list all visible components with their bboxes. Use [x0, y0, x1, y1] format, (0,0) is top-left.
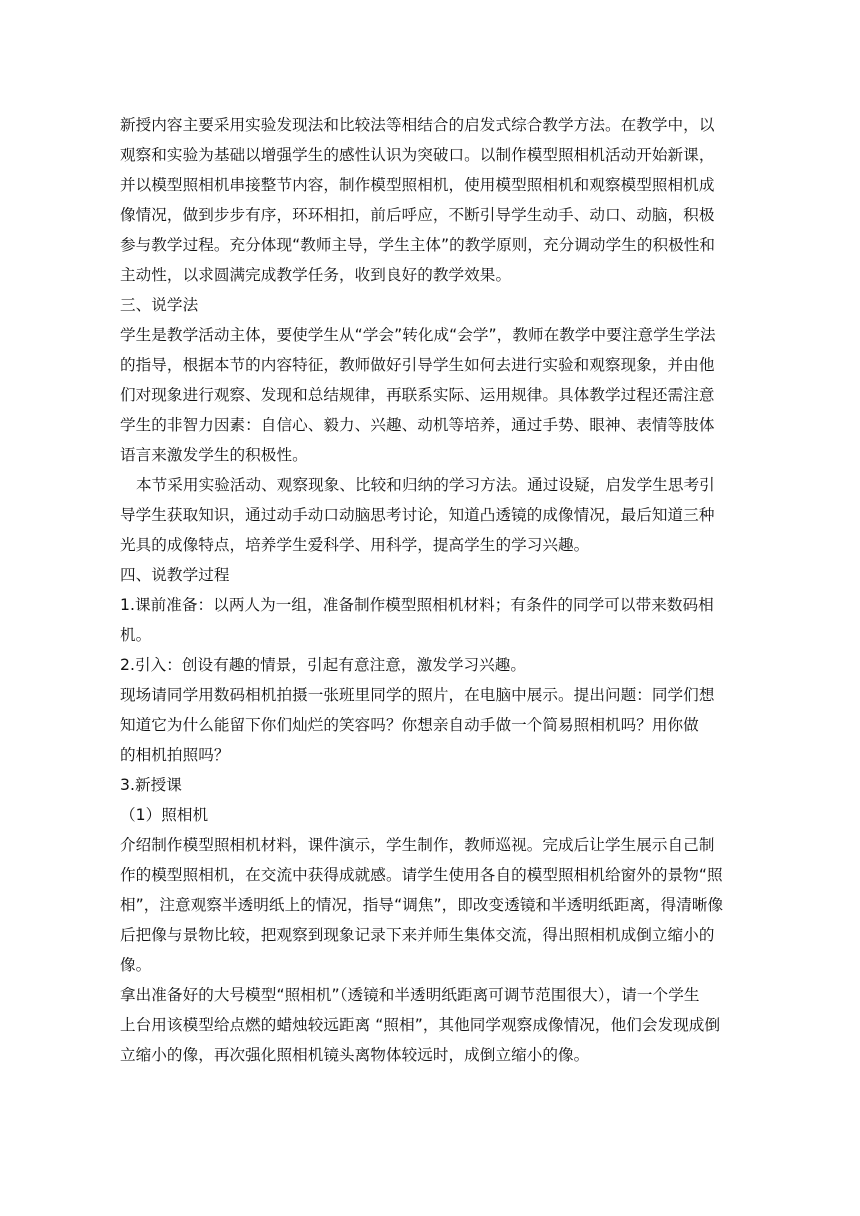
paragraph-line: 知道它为什么能留下你们灿烂的笑容吗？你想亲自动手做一个简易照相机吗？用你做 [120, 716, 699, 734]
paragraph-line: 机。 [120, 626, 152, 644]
paragraph-line: 语言来激发学生的积极性。 [120, 446, 308, 464]
paragraph-line: 上台用该模型给点燃的蜡烛较远距离 “照相”，其他同学观察成像情况，他们会发现成倒 [120, 1016, 721, 1034]
paragraph-line: 的相机拍照吗？ [120, 746, 230, 764]
section-heading: 四、说教学过程 [120, 566, 230, 584]
paragraph-line: 参与教学过程。充分体现“教师主导，学生主体”的教学原则，充分调动学生的积极性和 [120, 236, 716, 254]
document-page [120, 110, 745, 1070]
paragraph-line: 1.课前准备：以两人为一组，准备制作模型照相机材料；有条件的同学可以带来数码相 [120, 596, 714, 614]
paragraph-line: 相”，注意观察半透明纸上的情况，指导“调焦”，即改变透镜和半透明纸距离，得清晰像 [120, 896, 724, 914]
paragraph-line: 介绍制作模型照相机材料，课件演示，学生制作，教师巡视。完成后让学生展示自己制 [120, 836, 715, 854]
paragraph-line: 新授内容主要采用实验发现法和比较法等相结合的启发式综合教学方法。在教学中，以 [120, 116, 715, 134]
paragraph-line: 本节采用实验活动、观察现象、比较和归纳的学习方法。通过设疑，启发学生思考引 [136, 476, 715, 494]
paragraph-line: 后把像与景物比较，把观察到现象记录下来并师生集体交流，得出照相机成倒立缩小的 [120, 926, 715, 944]
paragraph-line: 2.引入：创设有趣的情景，引起有意注意，激发学习兴趣。 [120, 656, 527, 674]
paragraph-line: 主动性，以求圆满完成教学任务，收到良好的教学效果。 [120, 266, 512, 284]
paragraph-line: 像情况，做到步步有序，环环相扣，前后呼应，不断引导学生动手、动口、动脑，积极 [120, 206, 715, 224]
paragraph-line: 像。 [120, 956, 152, 974]
paragraph-line: 现场请同学用数码相机拍摄一张班里同学的照片，在电脑中展示。提出问题：同学们想 [120, 686, 715, 704]
paragraph-line: 立缩小的像，再次强化照相机镜头离物体较远时，成倒立缩小的像。 [120, 1046, 590, 1064]
paragraph-line: 并以模型照相机串接整节内容，制作模型照相机，使用模型照相机和观察模型照相机成 [120, 176, 715, 194]
section-heading: 三、说学法 [120, 296, 199, 314]
subsection-heading: （1）照相机 [120, 806, 209, 824]
paragraph-line: 拿出准备好的大号模型“照相机”（透镜和半透明纸距离可调节范围很大），请一个学生 [120, 986, 700, 1004]
paragraph-line: 导学生获取知识，通过动手动口动脑思考讨论，知道凸透镜的成像情况，最后知道三种 [120, 506, 715, 524]
paragraph-line: 们对现象进行观察、发现和总结规律，再联系实际、运用规律。具体教学过程还需注意 [120, 386, 715, 404]
paragraph-line: 光具的成像特点，培养学生爱科学、用科学，提高学生的学习兴趣。 [120, 536, 590, 554]
paragraph-line: 观察和实验为基础以增强学生的感性认识为突破口。以制作模型照相机活动开始新课， [120, 146, 715, 164]
paragraph-line: 作的模型照相机，在交流中获得成就感。请学生使用各自的模型照相机给窗外的景物“照 [120, 866, 723, 884]
paragraph-line: 学生的非智力因素：自信心、毅力、兴趣、动机等培养，通过手势、眼神、表情等肢体 [120, 416, 715, 434]
paragraph-line: 学生是教学活动主体，要使学生从“学会”转化成“会学”，教师在教学中要注意学生学法 [120, 326, 716, 344]
paragraph-line: 的指导，根据本节的内容特征，教师做好引导学生如何去进行实验和观察现象，并由他 [120, 356, 715, 374]
subsection-heading: 3.新授课 [120, 776, 182, 794]
